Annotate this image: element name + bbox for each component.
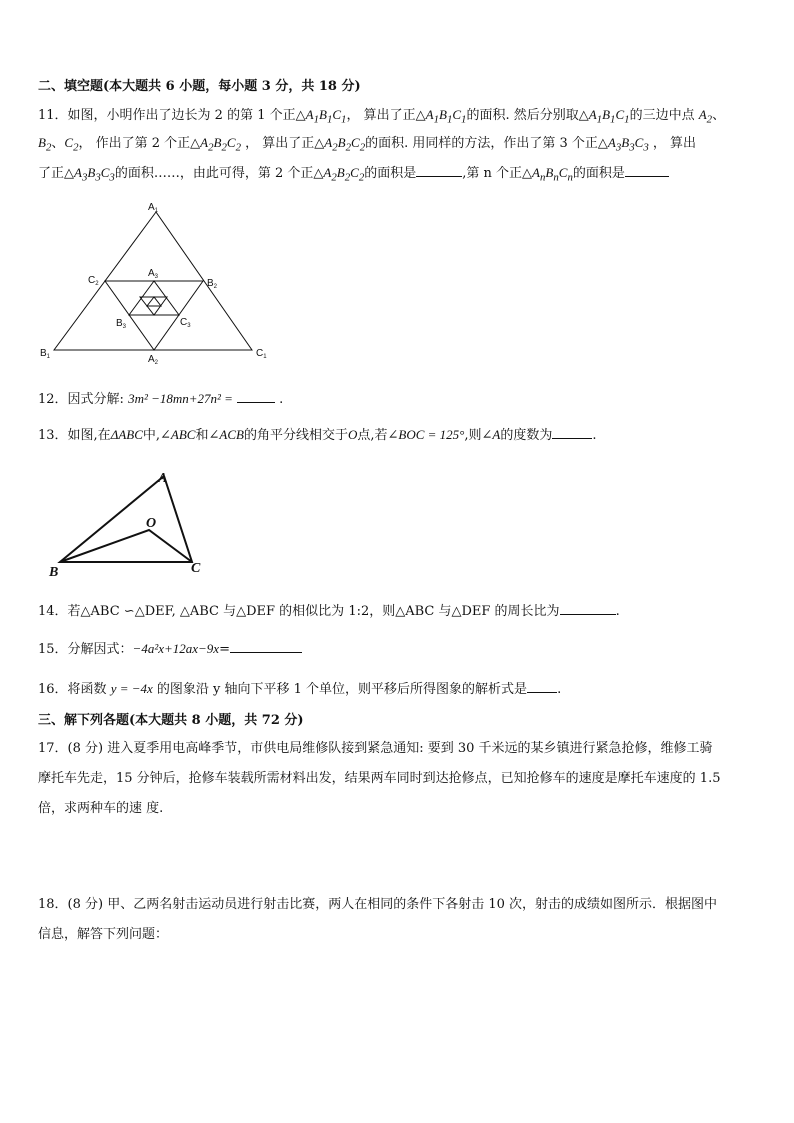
triangle-abc [60,476,192,562]
q18-line2 [38,926,756,944]
q11-line1: 11．如图，小明作出了边长为 2 的第 1 个正$\triangle A_1B_1C_1$， 算出了正$\triangle A_1B_1C_1$的面积. 然后分别取$\triangle A_1B_1C_1$的三边中点 $A_2$、 [38,107,726,126]
q13-text: 13．如图,在 [38,428,111,443]
q17-text: 17．(8 分) 进入夏季用电高峰季节，市供电局维修队接到紧急通知: 要到 30 千米远的某乡镇进行紧急抢修，维修工骑 [38,741,713,756]
label-a2: $A_2$ [148,354,159,366]
q16-line [38,680,756,699]
label-c3: $C_3$ [180,317,191,329]
q13-text: 的角平分线相交于 [243,428,348,443]
q17-line2 [38,770,756,788]
q11-text: 的面积……，由此可得，第 2 个正△ [114,166,324,181]
label-b3: $B_3$ [116,318,127,330]
label-o: O [146,516,157,531]
q14-line [38,602,756,621]
q17-text: 倍，求两种车的速 度. [38,801,164,816]
triangle-abc-figure [44,470,214,580]
section-heading-solve [38,712,756,730]
q15-expression: −4a²x+12ax−9x [132,641,220,656]
nested-triangles-figure [36,198,286,368]
triangle-5 [147,297,161,306]
q13-text: 的度数为 [500,428,553,443]
q11-text: ， 作出了第 2 个正△ [78,136,201,151]
q11-text: 了正△ [38,166,74,181]
triangle-a3b3c3 [129,281,179,315]
answer-blank[interactable] [527,680,557,693]
q17-text: 摩托车先走，15 分钟后，抢修车装载所需材料出发，结果两车同时到达抢修点，已知抢修车的速度是摩托车速度的 1.5 [38,771,721,786]
q11-text: ， 算出了正△ [346,108,426,123]
q13-line [38,426,756,445]
q11-text: 11．如图，小明作出了边长为 2 的第 1 个正△ [38,108,306,123]
q13-text: . [592,428,597,443]
q11-text: 的三边中点 [629,108,699,123]
q13-text: ,则 [464,428,482,443]
q18-text: 18．(8 分) 甲、乙两名射击运动员进行射击比赛，两人在相同的条件下各射击 10 次，射击的成绩如图所示．根据图中 [38,897,718,912]
q12-text: . [274,392,284,407]
q18-text: 信息，解答下列问题： [38,927,169,942]
answer-blank[interactable] [552,426,592,439]
section-heading-text: 三、解下列各题(本大题共 8 小题，共 72 分) [38,713,304,728]
q11-text: ， 算出 [648,136,697,151]
q11-text: 、 [51,136,65,151]
answer-blank[interactable] [560,602,616,615]
label-b1: $B_1$ [40,348,51,360]
q11-text: 的面积是 [364,166,417,181]
answer-blank[interactable] [416,164,462,177]
label-c1: $C_1$ [256,348,267,360]
q13-text: 和 [195,428,209,443]
label-a: A [158,471,168,486]
q13-text: 点,若 [357,428,388,443]
q12-text: 12．因式分解: [38,392,129,407]
q12-expression: 3m² −18mn+27n² = [128,391,233,406]
q13-math: ΔABC [110,427,143,442]
label-a1: $A_1$ [148,202,159,214]
label-a3: $A_3$ [148,268,159,280]
section-heading-fill-blank [38,78,756,96]
label-b: B [49,565,59,580]
q13-math: O [347,427,358,442]
answer-blank[interactable] [625,164,669,177]
q11-line3: 了正$\triangle A_3B_3C_3$的面积……，由此可得，第 2 个正$\triangle A_2B_2C_2$的面积是 ,第 n 个正$\triangle A_nB_nC_n$的面积是 [38,164,756,187]
label-c: C [191,561,201,576]
q18-line1 [38,896,756,914]
q11-text: 的面积. 用同样的方法，作出了第 3 个正△ [365,136,608,151]
label-b2: $B_2$ [207,278,218,290]
q14-text: . [615,604,620,619]
q11-text: ,第 n 个正△ [462,166,533,181]
q12-line [38,390,756,409]
answer-blank[interactable] [237,390,275,403]
q17-line1 [38,740,756,758]
section-heading-text: 二、填空题(本大题共 6 小题，每小题 3 分，共 18 分) [38,79,361,94]
q15-text: 15．分解因式： [38,642,133,657]
q17-line3 [38,800,756,818]
q16-text: 16．将函数 [38,682,111,697]
answer-blank[interactable] [230,640,302,653]
q11-text: ， 算出了正△ [241,136,325,151]
label-c2: $C_2$ [88,275,99,287]
q15-line [38,640,756,659]
q11-text: 的面积是 [572,166,625,181]
q13-math: ∠ABC [160,427,196,442]
q15-text: = [219,642,230,657]
q13-math: ∠BOC = 125° [387,427,465,442]
q11-text: 的面积. 然后分别取△ [466,108,589,123]
q14-text: 14．若△ABC ∽△DEF, △ABC 与△DEF 的相似比为 1:2，则△ABC 与△DEF 的周长比为 [38,604,560,619]
q13-math: ∠ACB [208,427,244,442]
q13-text: 中, [142,428,161,443]
q11-line2: $B_2$、$C_2$， 作出了第 2 个正$\triangle A_2B_2C_2$ ， 算出了正$\triangle A_2B_2C_2$的面积. 用同样的方法，作出了第 3 个正$\triangle A_3B_3C_3$ ， 算出 [38,135,697,154]
q13-math: ∠A [481,427,501,442]
q16-expression: y = −4x [110,681,153,696]
q16-text: . [557,682,562,697]
q16-text: 的图象沿 y 轴向下平移 1 个单位，则平移后所得图象的解析式是 [152,682,528,697]
